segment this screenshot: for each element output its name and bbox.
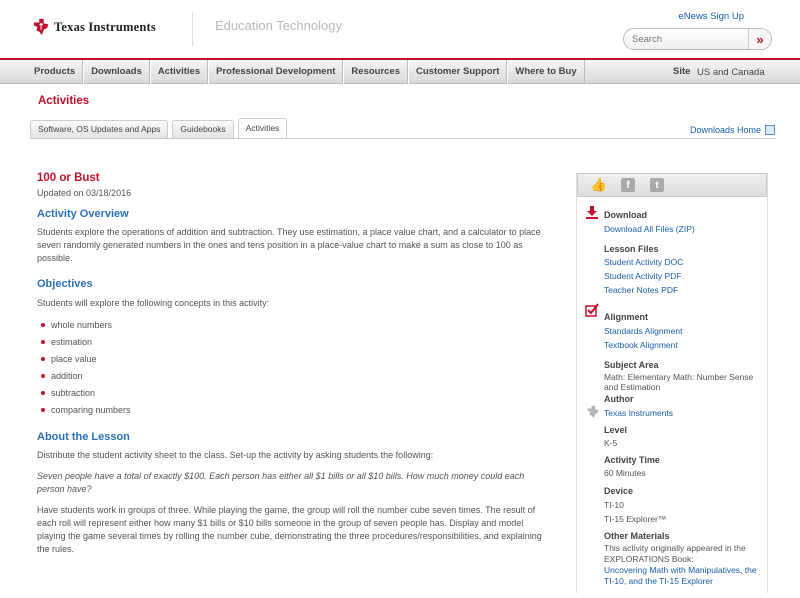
time-section [604,455,660,478]
main-nav [0,58,800,84]
level-value: K-5 [604,438,618,448]
brand-name: Texas Instruments [54,19,156,34]
home-icon [765,125,775,135]
device-heading: Device [604,486,634,496]
download-all-link[interactable]: Download All Files (ZIP) [604,224,695,234]
level-section [604,425,627,448]
activity-content [37,172,547,556]
overview-text: Students explore the operations of addition and subtraction. They use estimation, a place value chart, and a calculator to place seven randomly generated numbers in the ones and tens position in a place-value chart to make a sum as close to 100 as possible. [37,227,541,263]
thumbs-up-icon[interactable]: 👍 [590,177,608,192]
list-item: addition [37,371,547,388]
tab-activities[interactable]: Activities [238,118,288,138]
nav-downloads[interactable]: Downloads [83,60,150,84]
lesson-intro: Distribute the student activity sheet to the class. Set-up the activity by asking students the following: [37,450,434,460]
search-box [623,28,772,50]
list-item: place value [37,354,547,371]
device-value: TI-15 Explorer™ [604,514,667,524]
download-section [604,210,695,236]
device-section [604,486,666,524]
subject-section [604,360,769,392]
tab-software[interactable]: Software, OS Updates and Apps [30,120,168,138]
other-materials-section [604,531,766,587]
download-icon [585,205,599,219]
checkbox-icon [585,303,599,317]
social-bar [577,173,767,197]
site-selector[interactable]: US and Canada [697,67,765,78]
header [0,0,800,58]
overview-heading: Activity Overview [37,208,129,220]
nav-resources[interactable]: Resources [343,60,408,84]
activity-title: 100 or Bust [37,172,100,184]
downloads-home-link[interactable] [690,125,775,135]
student-pdf-link[interactable]: Student Activity PDF [604,271,682,281]
nav-products[interactable]: Products [27,60,83,84]
alignment-heading: Alignment [604,312,648,322]
header-divider [192,12,193,46]
ti-logo[interactable] [32,18,156,36]
standards-alignment-link[interactable]: Standards Alignment [604,326,683,336]
objectives-heading: Objectives [37,278,93,290]
page-title: Activities [38,95,90,107]
author-section [604,394,673,420]
device-value: TI-10 [604,500,624,510]
texas-state-icon [585,405,601,419]
other-materials-heading: Other Materials [604,531,670,541]
lesson-files-section [604,244,683,297]
lesson-files-heading: Lesson Files [604,244,659,254]
teacher-notes-link[interactable]: Teacher Notes PDF [604,285,679,295]
twitter-icon[interactable]: t [650,178,664,192]
subject-heading: Subject Area [604,360,659,370]
tab-guidebooks[interactable]: Guidebooks [172,120,233,138]
downloads-home-label: Downloads Home [690,125,762,135]
site-label: Site [673,66,691,77]
download-heading: Download [604,210,647,220]
section-title: Education Technology [215,18,342,33]
enews-signup-link[interactable]: eNews Sign Up [678,11,744,22]
nav-activities[interactable]: Activities [150,60,208,84]
nav-where-to-buy[interactable]: Where to Buy [507,60,584,84]
list-item: comparing numbers [37,405,547,422]
nav-professional-development[interactable]: Professional Development [208,60,343,84]
updated-date: Updated on 03/18/2016 [37,188,132,198]
alignment-section [604,312,682,352]
search-submit-button[interactable]: » [748,29,771,49]
student-doc-link[interactable]: Student Activity DOC [604,257,684,267]
search-input[interactable] [632,32,732,47]
facebook-icon[interactable]: f [621,178,635,192]
list-item: estimation [37,337,547,354]
time-value: 60 Minutes [604,468,646,478]
lesson-question: Seven people have a total of exactly $100. Each person has either all $1 bills or all $10 bills. How much money could each person have? [37,471,525,494]
tab-bar [30,120,291,138]
author-link[interactable]: Texas Instruments [604,408,673,418]
other-materials-text: This activity originally appeared in the EXPLORATIONS Book: [604,543,746,564]
list-item: whole numbers [37,320,547,337]
objectives-list [37,320,547,422]
texas-state-logo-icon [32,18,50,36]
tab-divider [30,138,776,139]
explorations-book-link[interactable]: Uncovering Math with Manipulatives, the TI-10, and the TI-15 Explorer [604,565,757,586]
level-heading: Level [604,425,628,435]
nav-customer-support[interactable]: Customer Support [408,60,507,84]
lesson-heading: About the Lesson [37,431,130,443]
textbook-alignment-link[interactable]: Textbook Alignment [604,340,678,350]
lesson-instructions: Have students work in groups of three. While playing the game, the group will roll the number cube seven times. The result of each roll will represent either how many $1 bills or $10 bills someone in the group of seven people has. Display and model playing the game several times by rolling the number cube, demonstrating the three procedures/responsibilities, and explaining the rules. [37,505,542,554]
author-heading: Author [604,394,634,404]
subject-value: Math: Elementary Math: Number Sense and Estimation [604,372,754,392]
objectives-intro: Students will explore the following concepts in this activity: [37,298,270,308]
list-item: subtraction [37,388,547,405]
resources-sidebar [576,173,768,593]
time-heading: Activity Time [604,455,660,465]
